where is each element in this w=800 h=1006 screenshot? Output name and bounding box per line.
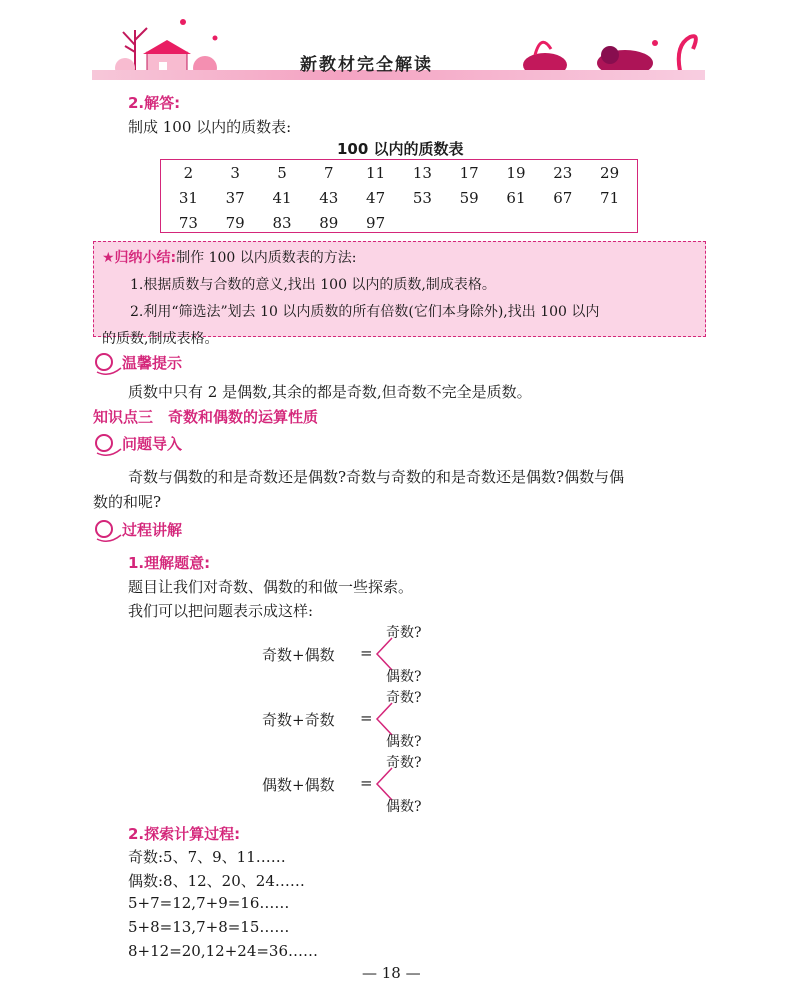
process-step-2: 2.探索计算过程:	[128, 825, 241, 843]
branch-top: 奇数?	[386, 755, 422, 771]
branch-top: 奇数?	[386, 690, 422, 706]
branch-eq: =	[360, 709, 373, 727]
calc-line: 奇数:5、7、9、11……	[128, 848, 286, 866]
branch-diagram-3	[250, 752, 450, 816]
prime-cell: 19	[506, 163, 526, 182]
prime-table-row	[165, 185, 633, 210]
summary-header	[102, 245, 697, 272]
branch-eq: =	[360, 644, 373, 662]
branch-eq: =	[360, 774, 373, 792]
prime-cell	[446, 210, 493, 235]
summary-label: ★归纳小结:	[102, 250, 177, 266]
tip-text: 质数中只有 2 是偶数,其余的都是奇数,但奇数不完全是质数。	[128, 383, 532, 401]
prime-cell: 7	[324, 163, 334, 182]
process-label: 过程讲解	[122, 521, 183, 539]
prime-cell: 71	[600, 188, 620, 207]
summary-title: 制作 100 以内质数表的方法:	[176, 250, 357, 266]
prime-table-row	[165, 160, 633, 185]
header-illustration-left	[95, 10, 295, 78]
solution-intro: 制成 100 以内的质数表:	[128, 118, 292, 136]
prime-cell: 61	[506, 188, 526, 207]
prime-cell: 79	[225, 213, 245, 232]
summary-item-2b: 的质数,制成表格。	[102, 331, 219, 347]
process-step-1: 1.理解题意:	[128, 554, 211, 572]
calc-line: 5+8=13,7+8=15……	[128, 918, 290, 936]
process-line-1: 题目让我们对奇数、偶数的和做一些探索。	[128, 578, 414, 596]
magnifier-icon	[93, 519, 123, 543]
branch-left: 奇数+偶数	[262, 646, 335, 664]
calc-line: 偶数:8、12、20、24……	[128, 872, 305, 890]
prime-cell: 67	[553, 188, 573, 207]
summary-item-2a: 2.利用“筛选法”划去 10 以内质数的所有倍数(它们本身除外),找出 100 以内	[130, 304, 600, 320]
prime-cell: 97	[366, 213, 386, 232]
branch-top: 奇数?	[386, 625, 422, 641]
prime-cell: 5	[277, 163, 287, 182]
prime-cell: 11	[366, 163, 386, 182]
prime-cell: 83	[272, 213, 292, 232]
prime-cell: 73	[178, 213, 198, 232]
prime-cell	[539, 210, 586, 235]
prime-cell: 37	[225, 188, 245, 207]
prime-cell: 31	[178, 188, 198, 207]
branch-left: 偶数+偶数	[262, 776, 335, 794]
calc-line: 8+12=20,12+24=36……	[128, 942, 319, 960]
prime-cell: 23	[553, 163, 573, 182]
header	[0, 0, 800, 90]
calc-line: 5+7=12,7+9=16……	[128, 894, 290, 912]
summary-item-1: 1.根据质数与合数的意义,找出 100 以内的质数,制成表格。	[130, 277, 496, 293]
solution-heading: 2.解答:	[128, 94, 181, 112]
magnifier-icon	[93, 433, 123, 457]
branch-bottom: 偶数?	[386, 734, 422, 750]
prime-cell: 13	[412, 163, 432, 182]
prime-cell	[586, 210, 633, 235]
branch-left: 奇数+奇数	[262, 711, 335, 729]
prime-cell: 59	[459, 188, 479, 207]
header-title: 新教材完全解读	[300, 55, 433, 75]
prime-cell: 41	[272, 188, 292, 207]
prime-cell: 47	[366, 188, 386, 207]
prime-table-row	[165, 210, 633, 235]
prime-cell: 17	[459, 163, 479, 182]
intro-line-1: 奇数与偶数的和是奇数还是偶数?奇数与奇数的和是奇数还是偶数?偶数与偶	[128, 468, 625, 486]
prime-table	[165, 160, 633, 235]
prime-cell	[493, 210, 540, 235]
magnifier-icon	[93, 352, 123, 376]
prime-cell: 3	[230, 163, 240, 182]
prime-cell: 89	[319, 213, 339, 232]
page-number: — 18 —	[362, 964, 421, 982]
tip-label: 温馨提示	[122, 354, 183, 372]
process-line-2: 我们可以把问题表示成这样:	[128, 602, 314, 620]
prime-table-title: 100 以内的质数表	[337, 140, 464, 158]
prime-table-frame	[160, 159, 638, 233]
summary-box	[93, 241, 706, 347]
prime-cell: 29	[600, 163, 620, 182]
knowledge-heading: 知识点三 奇数和偶数的运算性质	[93, 408, 319, 426]
prime-cell	[399, 210, 446, 235]
prime-cell: 2	[183, 163, 194, 182]
branch-diagram-1	[250, 622, 450, 686]
intro-line-2: 数的和呢?	[93, 493, 162, 511]
prime-cell: 43	[319, 188, 339, 207]
branch-bottom: 偶数?	[386, 799, 422, 815]
branch-bottom: 偶数?	[386, 669, 422, 685]
branch-diagram-2	[250, 687, 450, 751]
prime-cell: 53	[412, 188, 432, 207]
intro-label: 问题导入	[122, 435, 183, 453]
